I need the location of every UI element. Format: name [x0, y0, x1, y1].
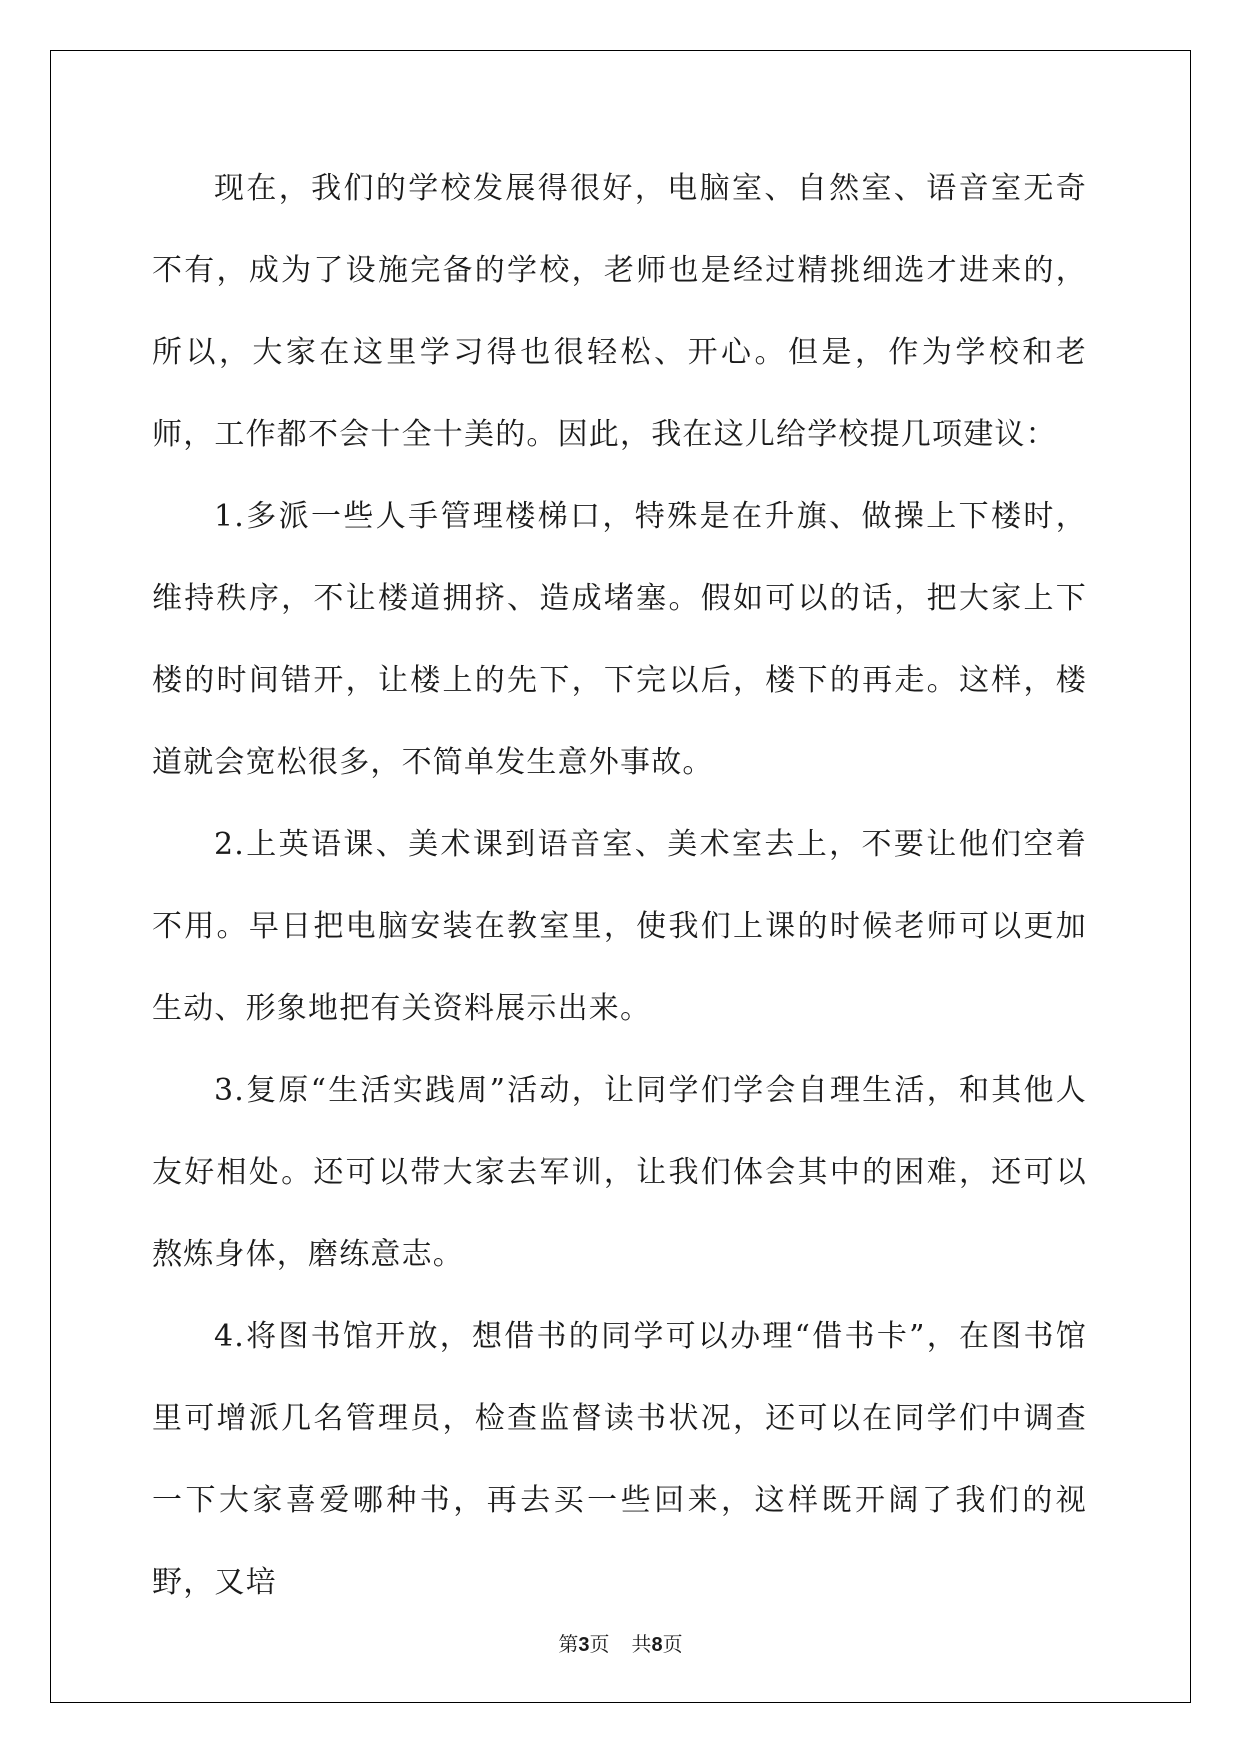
page-prefix: 第: [558, 1632, 579, 1656]
page-suffix: 页: [589, 1632, 610, 1656]
total-prefix: 共: [631, 1632, 652, 1656]
paragraph-intro: 现在，我们的学校发展得很好，电脑室、自然室、语音室无奇不有，成为了设施完备的学校，老师也是经过精挑细选才进来的，所以，大家在这里学习得也很轻松、开心。但是，作为学校和老师，工作都不会十全十美的。因此，我在这儿给学校提几项建议：: [152, 171, 1087, 452]
current-page-number: 3: [578, 1634, 590, 1656]
paragraph-suggestion-3: 3.复原“生活实践周”活动，让同学们学会自理生活，和其他人友好相处。还可以带大家去军训，让我们体会其中的困难，还可以熬炼身体，磨练意志。: [152, 1073, 1087, 1272]
page-footer: [0, 1628, 1241, 1657]
paragraph-suggestion-1: 1.多派一些人手管理楼梯口，特殊是在升旗、做操上下楼时，维持秩序，不让楼道拥挤、造成堵塞。假如可以的话，把大家上下楼的时间错开，让楼上的先下，下完以后，楼下的再走。这样，楼道就会宽松很多，不简单发生意外事故。: [152, 499, 1087, 780]
paragraph-suggestion-2: 2.上英语课、美术课到语音室、美术室去上，不要让他们空着不用。早日把电脑安装在教室里，使我们上课的时候老师可以更加生动、形象地把有关资料展示出来。: [152, 827, 1087, 1026]
total-pages-number: 8: [651, 1634, 663, 1656]
paragraph-suggestion-4: 4.将图书馆开放，想借书的同学可以办理“借书卡”，在图书馆里可增派几名管理员，检查监督读书状况，还可以在同学们中调查一下大家喜爱哪种书，再去买一些回来，这样既开阔了我们的视野，又培: [152, 1319, 1087, 1600]
total-suffix: 页: [662, 1632, 683, 1656]
document-body: [152, 148, 1087, 1624]
